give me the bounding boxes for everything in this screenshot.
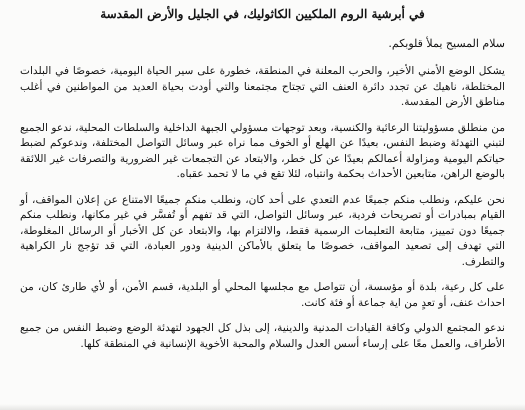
letter-paragraph: يشكل الوضع الأمني الأخير، والحرب المعلنة في المنطقة، خطورة على سير الحياة اليومية، خصوصًا في البلدات المختلطة، ناهيك عن تجدد دائرة العنف التي تجتاح مجتمعنا والتي أودت بحياة العديد من المواطنين في أغلب مناطق الأرض المقدسة. <box>20 65 505 108</box>
letter-paragraph: ندعو المجتمع الدولي وكافة القيادات المدنية والدينية، إلى بذل كل الجهود لتهدئة الوضع وضبط النفس من جميع الأطراف، والعمل معًا على إرساء أسس العدل والسلام والمحبة الأخوية الإنسانية في المنطقة كلها. <box>20 322 505 350</box>
letter-paragraph: على كل رعية، بلدة أو مؤسسة، أن تتواصل مع مجلسها المحلي أو البلدية، قسم الأمن، أو لأي طارئ كان، من احداث عنف، أو تعدٍ من اية جماعة أو فئة كانت. <box>20 281 505 309</box>
letter-greeting: سلام المسيح يملأ قلوبكم. <box>388 37 505 50</box>
letter-title: في أبرشية الروم الملكيين الكاثوليك، في الجليل والأرض المقدسة <box>100 7 425 21</box>
page-bottom-shadow <box>0 404 525 410</box>
letter-paragraph: من منطلق مسؤوليتنا الرعائية والكنسية، وبعد توجهات مسؤولي الجبهة الداخلية والسلطات المحلية، ندعو الجميع لتبني التهدئة وضبط النفس، بعيدًا عن الهلع أو الخوف مما نراه عبر وسائل التواصل المختلفة، وندعوكم لضبط حياتكم اليومية ومزاولة أعمالكم بعيدًا عن كل خطر، والابتعاد عن التجمعات غير الضرورية والتصرفات غير اللائقة بالوضع الراهن، متابعين الأحداث بحكمة وانتباه، لئلا تقع في ما لا تحمد عقباه. <box>20 121 505 180</box>
letter-paragraph: نحن عليكم، ونطلب منكم جميعًا عدم التعدي على أحد كان، ونطلب منكم جميعًا الامتناع عن إعلان المواقف، أو القيام بمبادرات أو تصريحات فردية، عبر وسائل التواصل، التي قد تفهم أو تُفسَّر في غير مكانها، ونطلب منكم جميعًا دون تمييز، متابعة التعليمات الرسمية فقط، والالتزام بها، والابتعاد عن كل الأخبار أو الرسائل المغلوطة، التي تهدف إلى تصعيد المواقف، خصوصًا ما يتعلق بالأماكن الدينية ودور العبادة، التي قد تؤجج نار الكراهية والتطرف. <box>20 193 505 268</box>
